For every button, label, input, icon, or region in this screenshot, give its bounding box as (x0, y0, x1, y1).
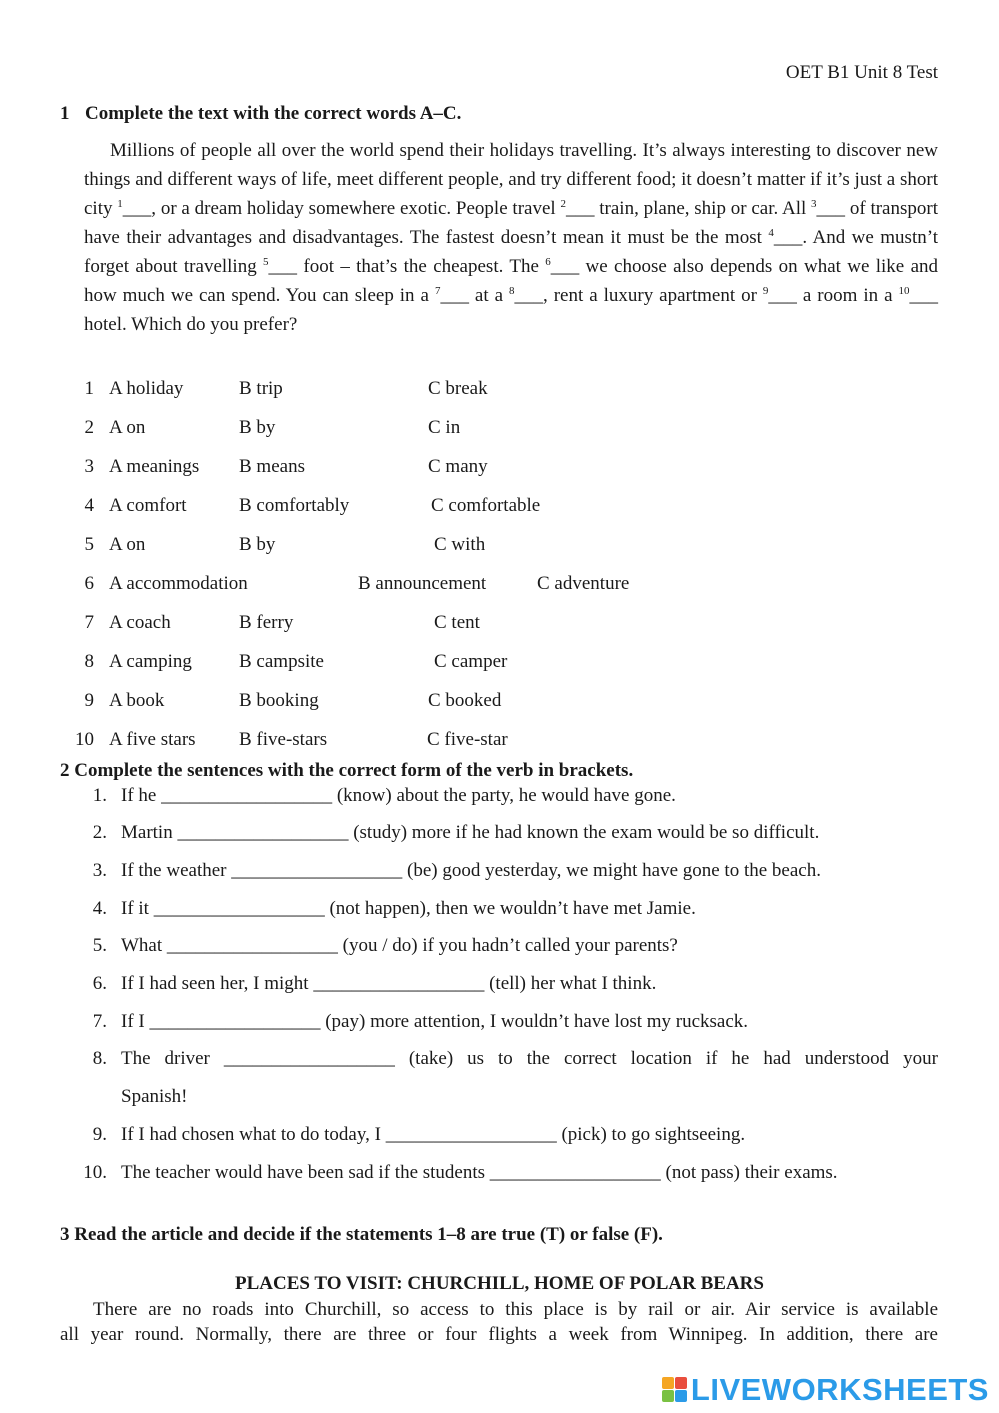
passage-text: ___ at a (440, 285, 509, 306)
passage-text: ___ hotel. Which do you prefer? (84, 285, 938, 335)
passage-text: ___ train, plane, ship or car. All (565, 198, 812, 219)
gap-number: 8 (508, 285, 515, 297)
option-b[interactable]: B by (239, 534, 276, 555)
gap-number: 6 (545, 256, 551, 268)
sentence-text[interactable]: If I __________________ (pay) more attention, I wouldn’t have lost my rucksack. (121, 1011, 749, 1032)
option-b[interactable]: B ferry (239, 612, 294, 633)
option-row (0, 612, 999, 636)
option-a[interactable]: A on (109, 417, 146, 438)
gap-number: 2 (560, 198, 566, 210)
sentence-text[interactable]: What __________________ (you / do) if you hadn’t called your parents? (121, 935, 678, 956)
sentence-number: 5. (92, 935, 107, 956)
article-line-1: There are no roads into Churchill, so access to this place is by rail or air. Air service is available (93, 1299, 938, 1320)
option-c[interactable]: C adventure (537, 573, 630, 594)
option-c[interactable]: C camper (434, 651, 508, 672)
article-text (60, 1297, 938, 1347)
option-b[interactable]: B trip (239, 378, 283, 399)
section-1-heading: Complete the text with the correct words A–C. (85, 103, 462, 124)
option-row (0, 495, 999, 519)
sentence-number: 1. (92, 785, 107, 806)
passage-text: ___, or a dream holiday somewhere exotic. People travel (122, 198, 561, 219)
passage-text: ___. And we mustn’t forget about travelling (84, 227, 938, 277)
option-b[interactable]: B five-stars (239, 729, 328, 750)
option-b[interactable]: B announcement (358, 573, 487, 594)
sentence-number: 2. (92, 822, 107, 843)
option-c[interactable]: C tent (434, 612, 480, 633)
passage-text: ___ foot – that’s the cheapest. The (268, 256, 546, 277)
sentence-number: 10. (83, 1162, 107, 1183)
option-row (0, 729, 999, 753)
sentence-continuation: Spanish! (121, 1086, 188, 1107)
option-b[interactable]: B comfortably (239, 495, 350, 516)
option-c[interactable]: C with (434, 534, 486, 555)
sentence-number: 7. (92, 1011, 107, 1032)
option-b[interactable]: B means (239, 456, 305, 477)
option-a[interactable]: A comfort (109, 495, 187, 516)
option-c[interactable]: C five-star (427, 729, 508, 750)
sentence-text[interactable]: If the weather __________________ (be) good yesterday, we might have gone to the beach. (121, 860, 821, 881)
option-a[interactable]: A on (109, 534, 146, 555)
passage-text: ___ of transport have their advantages and disadvantages. The fastest doesn’t mean it must be the most (84, 198, 938, 248)
sentence-text[interactable]: If I had seen her, I might __________________ (tell) her what I think. (121, 973, 657, 994)
option-number: 2 (84, 417, 94, 438)
passage-text: ___ we choose also depends on what we like and how much we can spend. You can sleep in a (84, 256, 939, 306)
gap-number: 5 (263, 256, 269, 268)
option-row (0, 378, 999, 402)
option-number: 3 (84, 456, 94, 477)
section-1-title (60, 103, 461, 125)
option-a[interactable]: A coach (109, 612, 171, 633)
passage-text: ___, rent a luxury apartment or (514, 285, 763, 306)
option-number: 10 (75, 729, 94, 750)
sentence-number: 4. (92, 898, 107, 919)
option-a[interactable]: A accommodation (109, 573, 248, 594)
option-row (0, 456, 999, 480)
passage-text: Millions of people all over the world spend their holidays travelling. It’s always interesting to discover new things and different ways of life, meet different people, and try different food; it doesn’t matter if it’s just a short city (84, 140, 938, 219)
sentence-text[interactable]: The teacher would have been sad if the students __________________ (not pass) their exams. (121, 1162, 838, 1183)
sentence-text[interactable]: If it __________________ (not happen), then we wouldn’t have met Jamie. (121, 898, 696, 919)
gap-number: 1 (117, 198, 123, 210)
option-number: 1 (84, 378, 94, 399)
option-c[interactable]: C break (428, 378, 488, 399)
document-header: OET B1 Unit 8 Test (785, 62, 938, 83)
option-a[interactable]: A five stars (109, 729, 196, 750)
option-number: 4 (84, 495, 94, 516)
liveworksheets-wordmark: LIVEWORKSHEETS (690, 1372, 989, 1407)
option-c[interactable]: C comfortable (431, 495, 541, 516)
option-number: 8 (84, 651, 94, 672)
gap-number: 7 (434, 285, 441, 297)
sentence-number: 9. (92, 1124, 107, 1145)
article-line-2: all year round. Normally, there are three or four flights a week from Winnipeg. In addition, there are (60, 1324, 938, 1345)
section-2-title: 2 Complete the sentences with the correct form of the verb in brackets. (60, 760, 634, 781)
option-row (0, 651, 999, 675)
gap-number: 9 (762, 285, 769, 297)
option-b[interactable]: B by (239, 417, 276, 438)
option-a[interactable]: A camping (109, 651, 192, 672)
option-c[interactable]: C many (428, 456, 488, 477)
section-3-title: 3 Read the article and decide if the statements 1–8 are true (T) or false (F). (60, 1224, 663, 1245)
liveworksheets-logo-icon (662, 1377, 688, 1403)
article-title: PLACES TO VISIT: CHURCHILL, HOME OF POLAR BEARS (235, 1273, 764, 1294)
sentence-text[interactable]: If he __________________ (know) about the party, he would have gone. (121, 785, 676, 806)
liveworksheets-logo (662, 1373, 989, 1407)
passage-text: ___ a room in a (768, 285, 899, 306)
option-c[interactable]: C in (428, 417, 461, 438)
option-number: 7 (84, 612, 94, 633)
option-a[interactable]: A book (109, 690, 165, 711)
sentence-text[interactable]: Martin __________________ (study) more if he had known the exam would be so difficult. (121, 822, 820, 843)
option-row (0, 573, 999, 597)
gap-number: 3 (811, 198, 817, 210)
sentence-number: 3. (92, 860, 107, 881)
option-b[interactable]: B booking (239, 690, 319, 711)
option-number: 9 (84, 690, 94, 711)
sentence-number: 6. (92, 973, 107, 994)
gap-number: 4 (768, 227, 774, 239)
option-c[interactable]: C booked (428, 690, 502, 711)
option-row (0, 534, 999, 558)
section-1-passage (84, 136, 938, 339)
option-number: 5 (84, 534, 94, 555)
option-row (0, 417, 999, 441)
option-number: 6 (84, 573, 94, 594)
section-1-number: 1 (60, 103, 70, 124)
option-b[interactable]: B campsite (239, 651, 324, 672)
sentence-number: 8. (92, 1048, 107, 1069)
sentence-text[interactable]: If I had chosen what to do today, I __________________ (pick) to go sightseeing. (121, 1124, 746, 1145)
option-row (0, 690, 999, 714)
gap-number: 10 (898, 285, 910, 297)
sentence-text[interactable]: The driver __________________ (take) us to the correct location if he had understood your (121, 1048, 938, 1069)
option-a[interactable]: A meanings (109, 456, 200, 477)
option-a[interactable]: A holiday (109, 378, 184, 399)
